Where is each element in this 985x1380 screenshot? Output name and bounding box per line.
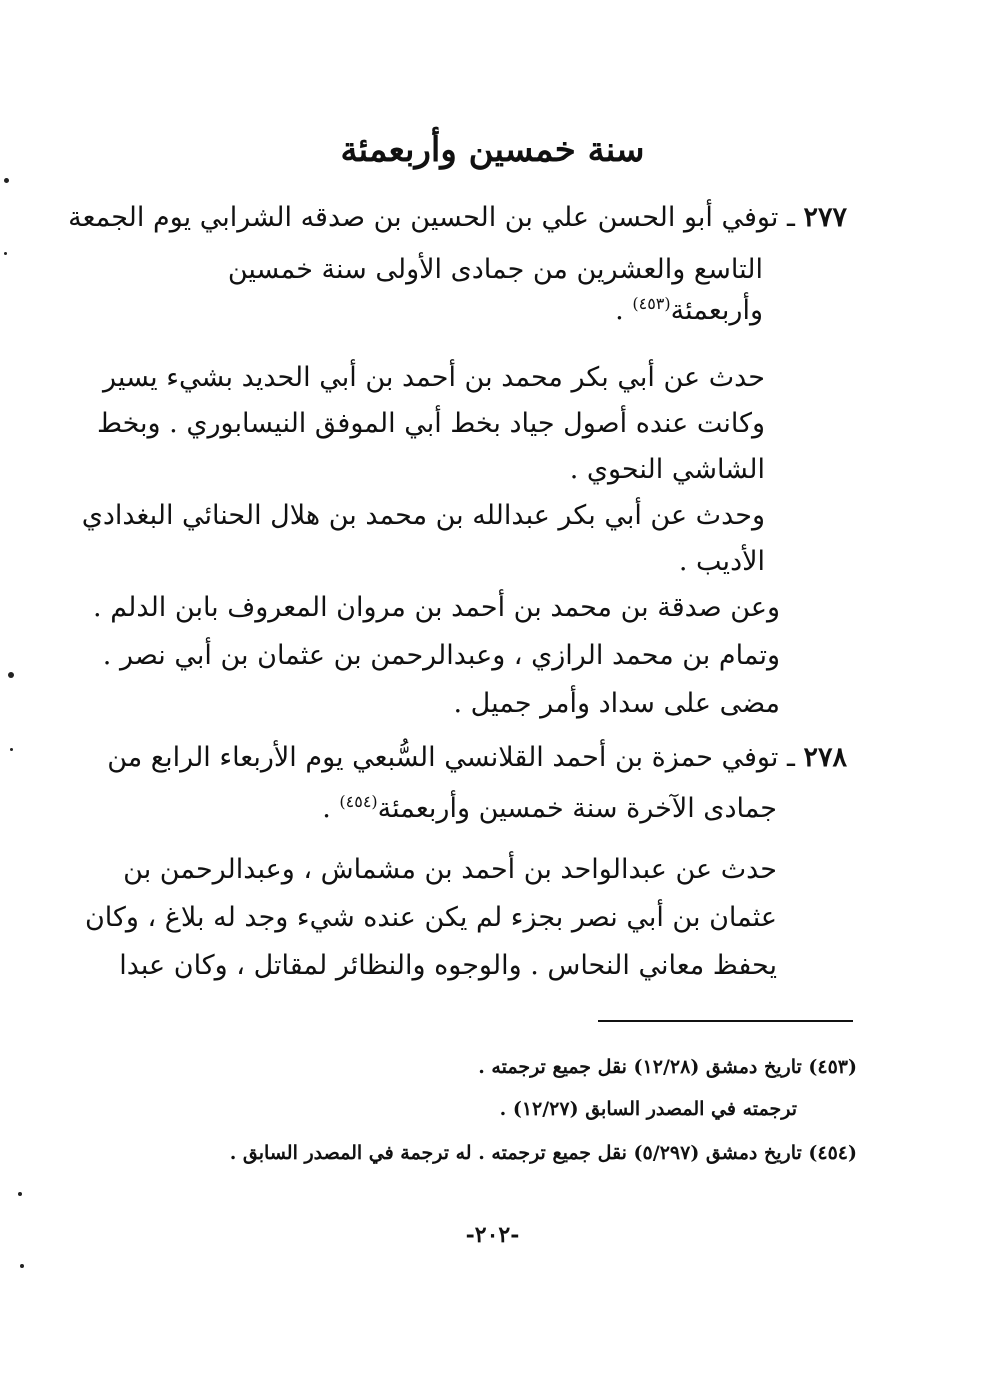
- body-line: عثمان بن أبي نصر بجزء لم يكن عنده شيء وجد له بلاغ ، وكان: [84, 902, 777, 933]
- sentence-end: .: [615, 295, 624, 326]
- entry-277-line-3: [615, 296, 763, 324]
- body-line: وتمام بن محمد الرازي ، وعبدالرحمن بن عثمان بن أبي نصر .: [102, 640, 780, 671]
- body-line: الأديب .: [678, 546, 765, 577]
- body-line: وكانت عنده أصول جياد بخط أبي الموفق النيسابوري . وبخط: [96, 408, 765, 439]
- body-line: يحفظ معاني النحاس . والوجوه والنظائر لمقاتل ، وكان عبدا: [119, 950, 777, 981]
- scan-speck: [20, 1264, 24, 1268]
- entry-number: ٢٧٨: [803, 742, 847, 773]
- entry-text: ـ توفي حمزة بن أحمد القلانسي السُّبعي يوم الأربعاء الرابع من: [107, 742, 795, 773]
- entry-278-line-1: [107, 744, 847, 771]
- entry-text: ـ توفي أبو الحسن علي بن الحسين بن صدقه الشرابي يوم الجمعة: [68, 202, 795, 233]
- section-title: سنة خمسين وأربعمئة: [340, 130, 645, 170]
- page-number: -٢٠٢-: [465, 1222, 520, 1248]
- body-line: وحدث عن أبي بكر عبدالله بن محمد بن هلال الحنائي البغدادي: [81, 500, 765, 531]
- entry-277-line-2: التاسع والعشرين من جمادى الأولى سنة خمسين: [227, 254, 763, 285]
- scan-speck: [4, 178, 9, 183]
- body-line: حدث عن أبي بكر محمد بن أحمد بن أبي الحديد بشيء يسير: [103, 362, 765, 393]
- body-line: وعن صدقة بن محمد بن أحمد بن مروان المعروف بابن الدلم .: [93, 592, 780, 623]
- body-line: الشاشي النحوي .: [569, 454, 765, 485]
- entry-277-line-1: [68, 204, 847, 231]
- entry-text: وأربعمئة: [670, 295, 763, 326]
- footnote-ref: (٤٥٣): [632, 294, 671, 313]
- scan-speck: [10, 748, 13, 751]
- footnote-separator: [598, 1020, 853, 1022]
- footnote-ref: (٤٥٤): [339, 792, 378, 811]
- body-line: مضى على سداد وأمر جميل .: [453, 688, 780, 719]
- footnote-454: (٤٥٤) تاريخ دمشق (٥/٢٩٧) نقل جميع ترجمته . له ترجمة في المصدر السابق .: [229, 1142, 857, 1164]
- footnote-453-continued: ترجمته في المصدر السابق (١٢/٢٧) .: [499, 1098, 797, 1120]
- footnote-453: (٤٥٣) تاريخ دمشق (١٢/٢٨) نقل جميع ترجمته .: [478, 1056, 857, 1078]
- scan-speck: [18, 1192, 22, 1196]
- scan-speck: [8, 672, 14, 678]
- entry-text: جمادى الآخرة سنة خمسين وأربعمئة: [377, 793, 777, 824]
- sentence-end: .: [322, 793, 331, 824]
- body-line: حدث عن عبدالواحد بن أحمد بن مشماش ، وعبدالرحمن بن: [123, 854, 777, 885]
- entry-number: ٢٧٧: [803, 202, 847, 233]
- scan-speck: [4, 252, 7, 255]
- entry-278-line-2: [322, 794, 777, 822]
